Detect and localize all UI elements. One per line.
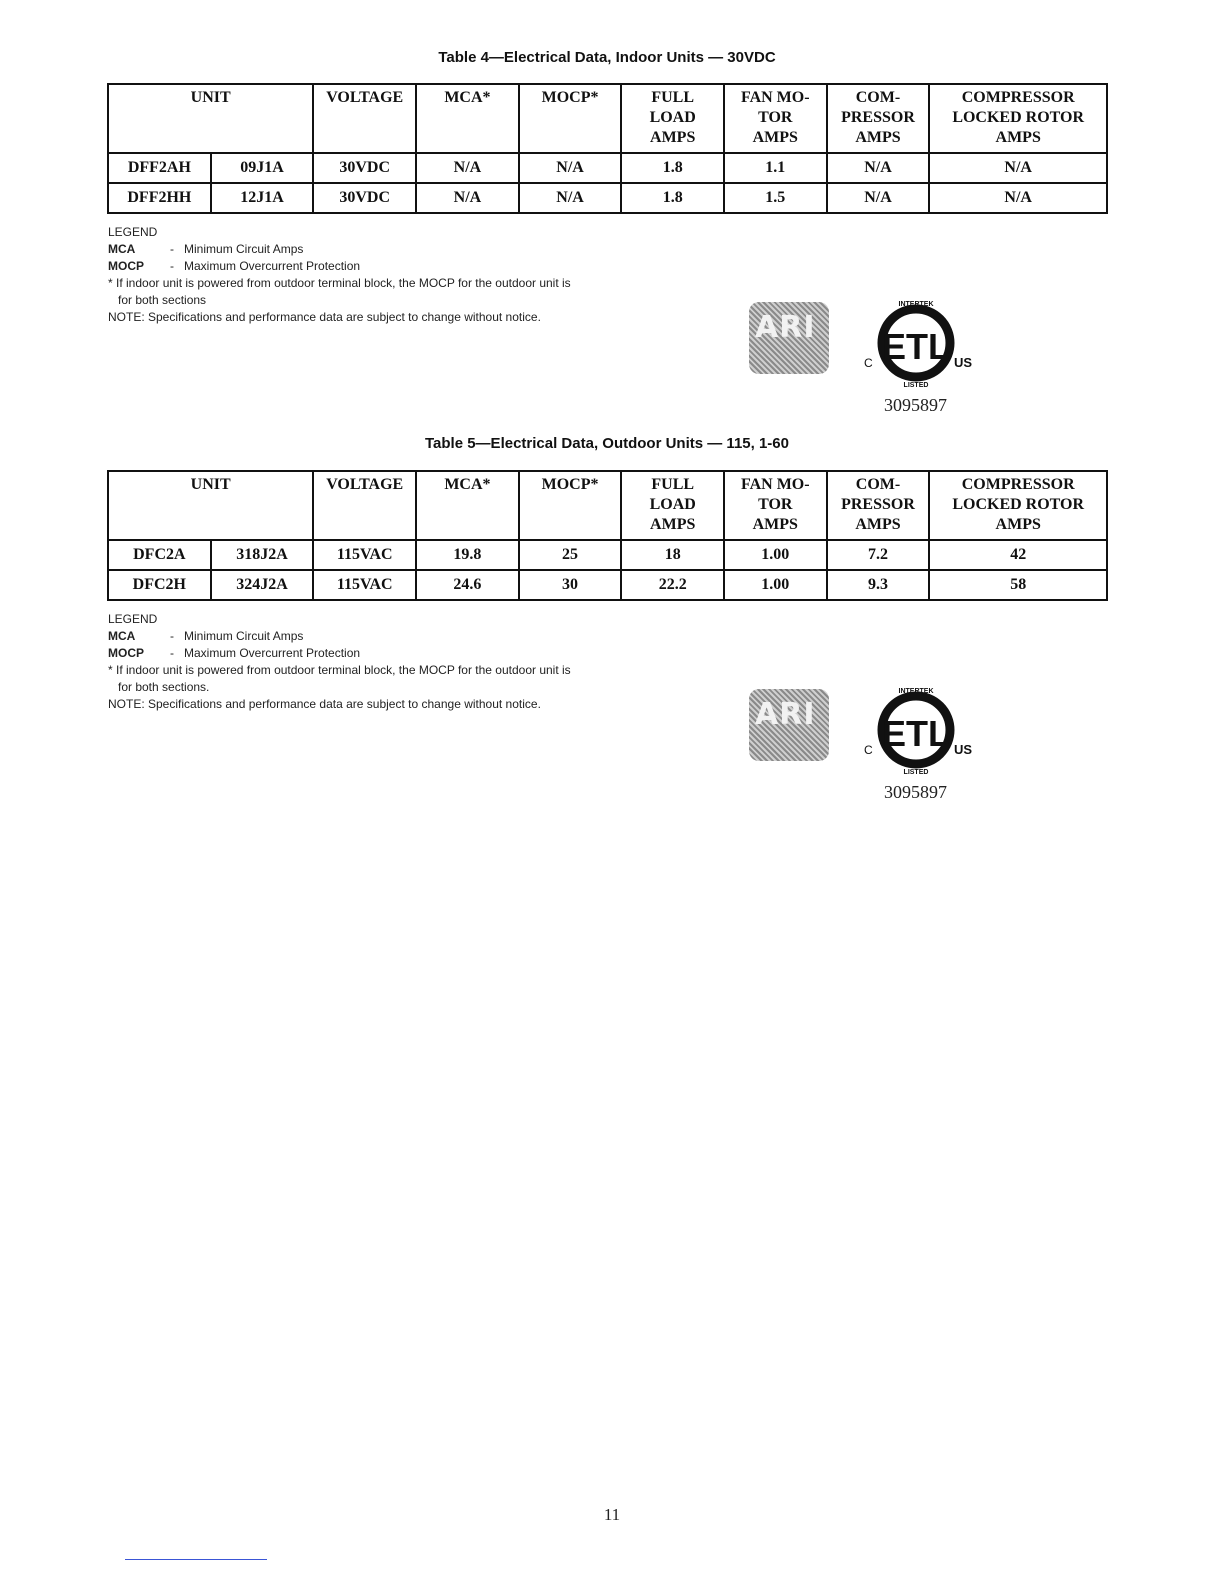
etl-logo-top: INTERTEK <box>898 688 934 695</box>
table-cell: 30VDC <box>313 183 416 213</box>
table-cell: N/A <box>519 153 622 183</box>
certification-number: 3095897 <box>884 782 947 802</box>
table-cell: 30VDC <box>313 153 416 183</box>
legend-abbr: MOCP <box>108 646 144 660</box>
table-cell: 1.8 <box>621 153 724 183</box>
table-header-row <box>108 84 1107 153</box>
table-cell: 1.8 <box>621 183 724 213</box>
header-cell: MOCP* <box>519 471 622 540</box>
table-cell: DFF2HH <box>108 183 211 213</box>
table-cell: 19.8 <box>416 540 519 570</box>
table-cell: DFC2A <box>108 540 211 570</box>
table-cell: N/A <box>929 183 1107 213</box>
table-4-legend <box>108 224 578 326</box>
legend-text: Maximum Overcurrent Protection <box>184 259 361 273</box>
table-cell: 09J1A <box>211 153 314 183</box>
etl-logo-bottom: LISTED <box>903 769 929 776</box>
etl-listed-logo <box>858 295 978 395</box>
table-cell: 9.3 <box>827 570 930 600</box>
header-cell: FULL LOAD AMPS <box>621 84 724 153</box>
table-row <box>108 570 1107 600</box>
table-cell: 58 <box>929 570 1107 600</box>
legend-sep: - <box>170 259 174 273</box>
table-cell: N/A <box>929 153 1107 183</box>
table-cell: 324J2A <box>211 570 314 600</box>
header-cell: VOLTAGE <box>313 471 416 540</box>
legend-abbr: MCA <box>108 242 136 256</box>
table-header-row <box>108 471 1107 540</box>
legend-item <box>108 241 578 258</box>
header-cell: UNIT <box>108 471 313 540</box>
table-cell: N/A <box>416 183 519 213</box>
table-row <box>108 183 1107 213</box>
certification-number: 3095897 <box>884 395 947 415</box>
table-4 <box>107 83 1108 214</box>
header-cell: MCA* <box>416 471 519 540</box>
table-cell: 115VAC <box>313 570 416 600</box>
legend-heading: LEGEND <box>108 612 158 626</box>
legend-sep: - <box>170 242 174 256</box>
table-row <box>108 153 1107 183</box>
table-cell: N/A <box>416 153 519 183</box>
legend-note: NOTE: Specifications and performance data are subject to change without notice. <box>108 697 541 711</box>
ari-logo-text: ARI <box>755 310 816 345</box>
etl-logo-right: US <box>954 355 973 370</box>
table-cell: N/A <box>519 183 622 213</box>
table-cell: 18 <box>621 540 724 570</box>
table-cell: 318J2A <box>211 540 314 570</box>
legend-text: Minimum Circuit Amps <box>184 629 304 643</box>
table-cell: 12J1A <box>211 183 314 213</box>
table-cell: DFF2AH <box>108 153 211 183</box>
table-5-title: Table 5—Electrical Data, Outdoor Units — 115, 1-60 <box>424 435 789 452</box>
legend-item <box>108 645 578 662</box>
table-cell: 30 <box>519 570 622 600</box>
header-cell: FAN MO- TOR AMPS <box>724 471 827 540</box>
header-cell: VOLTAGE <box>313 84 416 153</box>
table-cell: 42 <box>929 540 1107 570</box>
table-5 <box>107 470 1108 601</box>
header-cell: COM- PRESSOR AMPS <box>827 471 930 540</box>
etl-logo-center: ETL <box>882 713 950 754</box>
header-cell: COMPRESSOR LOCKED ROTOR AMPS <box>929 471 1107 540</box>
legend-text: Maximum Overcurrent Protection <box>184 646 361 660</box>
header-cell: COMPRESSOR LOCKED ROTOR AMPS <box>929 84 1107 153</box>
legend-sep: - <box>170 629 174 643</box>
footer-link-line <box>125 1559 267 1560</box>
legend-heading: LEGEND <box>108 225 158 239</box>
legend-sep: - <box>170 646 174 660</box>
table-cell: 24.6 <box>416 570 519 600</box>
etl-logo-left: C <box>864 356 873 370</box>
header-cell: FAN MO- TOR AMPS <box>724 84 827 153</box>
header-cell: COM- PRESSOR AMPS <box>827 84 930 153</box>
legend-abbr: MCA <box>108 629 136 643</box>
table-cell: 1.00 <box>724 540 827 570</box>
table-cell: 22.2 <box>621 570 724 600</box>
etl-logo-bottom: LISTED <box>903 382 929 389</box>
header-cell: FULL LOAD AMPS <box>621 471 724 540</box>
etl-listed-logo <box>858 682 978 782</box>
etl-logo-top: INTERTEK <box>898 301 934 308</box>
table-row <box>108 540 1107 570</box>
legend-footnote: * If indoor unit is powered from outdoor terminal block, the MOCP for the outdoor unit is for both sections. <box>108 663 571 694</box>
etl-logo-left: C <box>864 743 873 757</box>
table-cell: 1.1 <box>724 153 827 183</box>
legend-item <box>108 258 578 275</box>
ari-certification-logo <box>749 689 829 761</box>
table-cell: N/A <box>827 183 930 213</box>
legend-text: Minimum Circuit Amps <box>184 242 304 256</box>
table-cell: N/A <box>827 153 930 183</box>
ari-logo-text: ARI <box>755 697 816 732</box>
table-4-title: Table 4—Electrical Data, Indoor Units — 30VDC <box>438 49 776 66</box>
header-cell: UNIT <box>108 84 313 153</box>
table-cell: DFC2H <box>108 570 211 600</box>
header-cell: MCA* <box>416 84 519 153</box>
etl-logo-right: US <box>954 742 973 757</box>
etl-logo-center: ETL <box>882 326 950 367</box>
table-cell: 25 <box>519 540 622 570</box>
table-cell: 115VAC <box>313 540 416 570</box>
table-5-legend <box>108 611 578 713</box>
legend-item <box>108 628 578 645</box>
legend-note: NOTE: Specifications and performance data are subject to change without notice. <box>108 310 541 324</box>
table-cell: 1.5 <box>724 183 827 213</box>
ari-certification-logo <box>749 302 829 374</box>
legend-abbr: MOCP <box>108 259 144 273</box>
header-cell: MOCP* <box>519 84 622 153</box>
legend-footnote: * If indoor unit is powered from outdoor terminal block, the MOCP for the outdoor unit is for both sections <box>108 276 571 307</box>
table-cell: 7.2 <box>827 540 930 570</box>
page-number: 11 <box>603 1505 621 1524</box>
table-cell: 1.00 <box>724 570 827 600</box>
